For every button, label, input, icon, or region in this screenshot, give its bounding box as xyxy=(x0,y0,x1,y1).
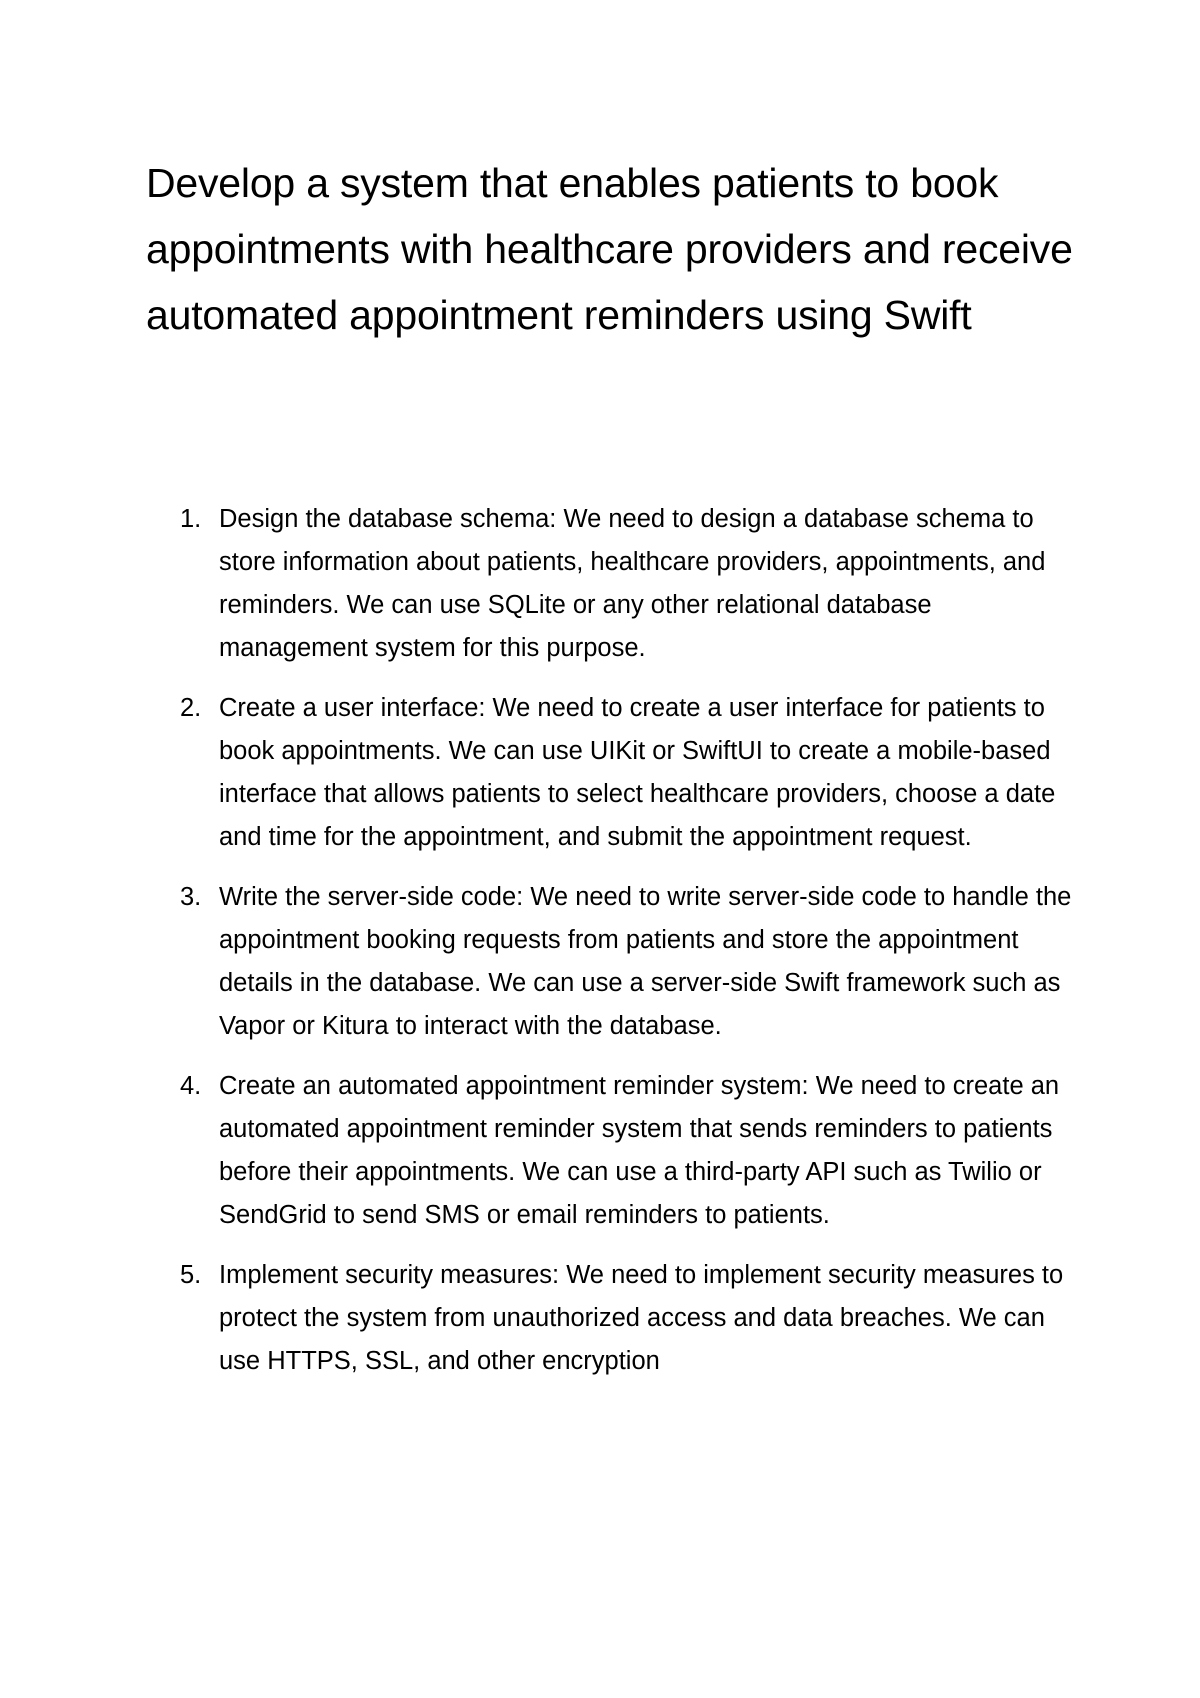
list-item-number: 5. xyxy=(180,1261,202,1289)
list-item-number: 3. xyxy=(180,883,202,911)
list-item xyxy=(146,1254,1076,1383)
list-item-number: 4. xyxy=(180,1072,202,1100)
list-item-text: Design the database schema: We need to design a database schema to store information about patients, healthcare providers, appointments, and reminders. We can use SQLite or any other relational database management system for this purpose. xyxy=(219,505,1046,662)
list-item xyxy=(146,498,1076,670)
list-item-text: Create a user interface: We need to create a user interface for patients to book appointments. We can use UIKit or SwiftUI to create a mobile-based interface that allows patients to select healthcare providers, choose a date and time for the appointment, and submit the appointment request. xyxy=(219,694,1056,851)
list-item-number: 2. xyxy=(180,694,202,722)
list-item xyxy=(146,876,1076,1048)
list-item-text: Create an automated appointment reminder system: We need to create an automated appointment reminder system that sends reminders to patients before their appointments. We can use a third-party API such as Twilio or SendGrid to send SMS or email reminders to patients. xyxy=(219,1072,1060,1229)
list-item-number: 1. xyxy=(180,505,202,533)
list-item-text: Write the server-side code: We need to write server-side code to handle the appointment booking requests from patients and store the appointment details in the database. We can use a server-side Swift framework such as Vapor or Kitura to interact with the database. xyxy=(219,883,1072,1040)
list-item-text: Implement security measures: We need to implement security measures to protect the system from unauthorized access and data breaches. We can use HTTPS, SSL, and other encryption xyxy=(219,1261,1064,1375)
steps-list xyxy=(146,498,1076,1400)
document-title: Develop a system that enables patients to book appointments with healthcare providers and receive automated appointment reminders using Swift xyxy=(146,160,1073,338)
list-item xyxy=(146,687,1076,859)
list-item xyxy=(146,1065,1076,1237)
